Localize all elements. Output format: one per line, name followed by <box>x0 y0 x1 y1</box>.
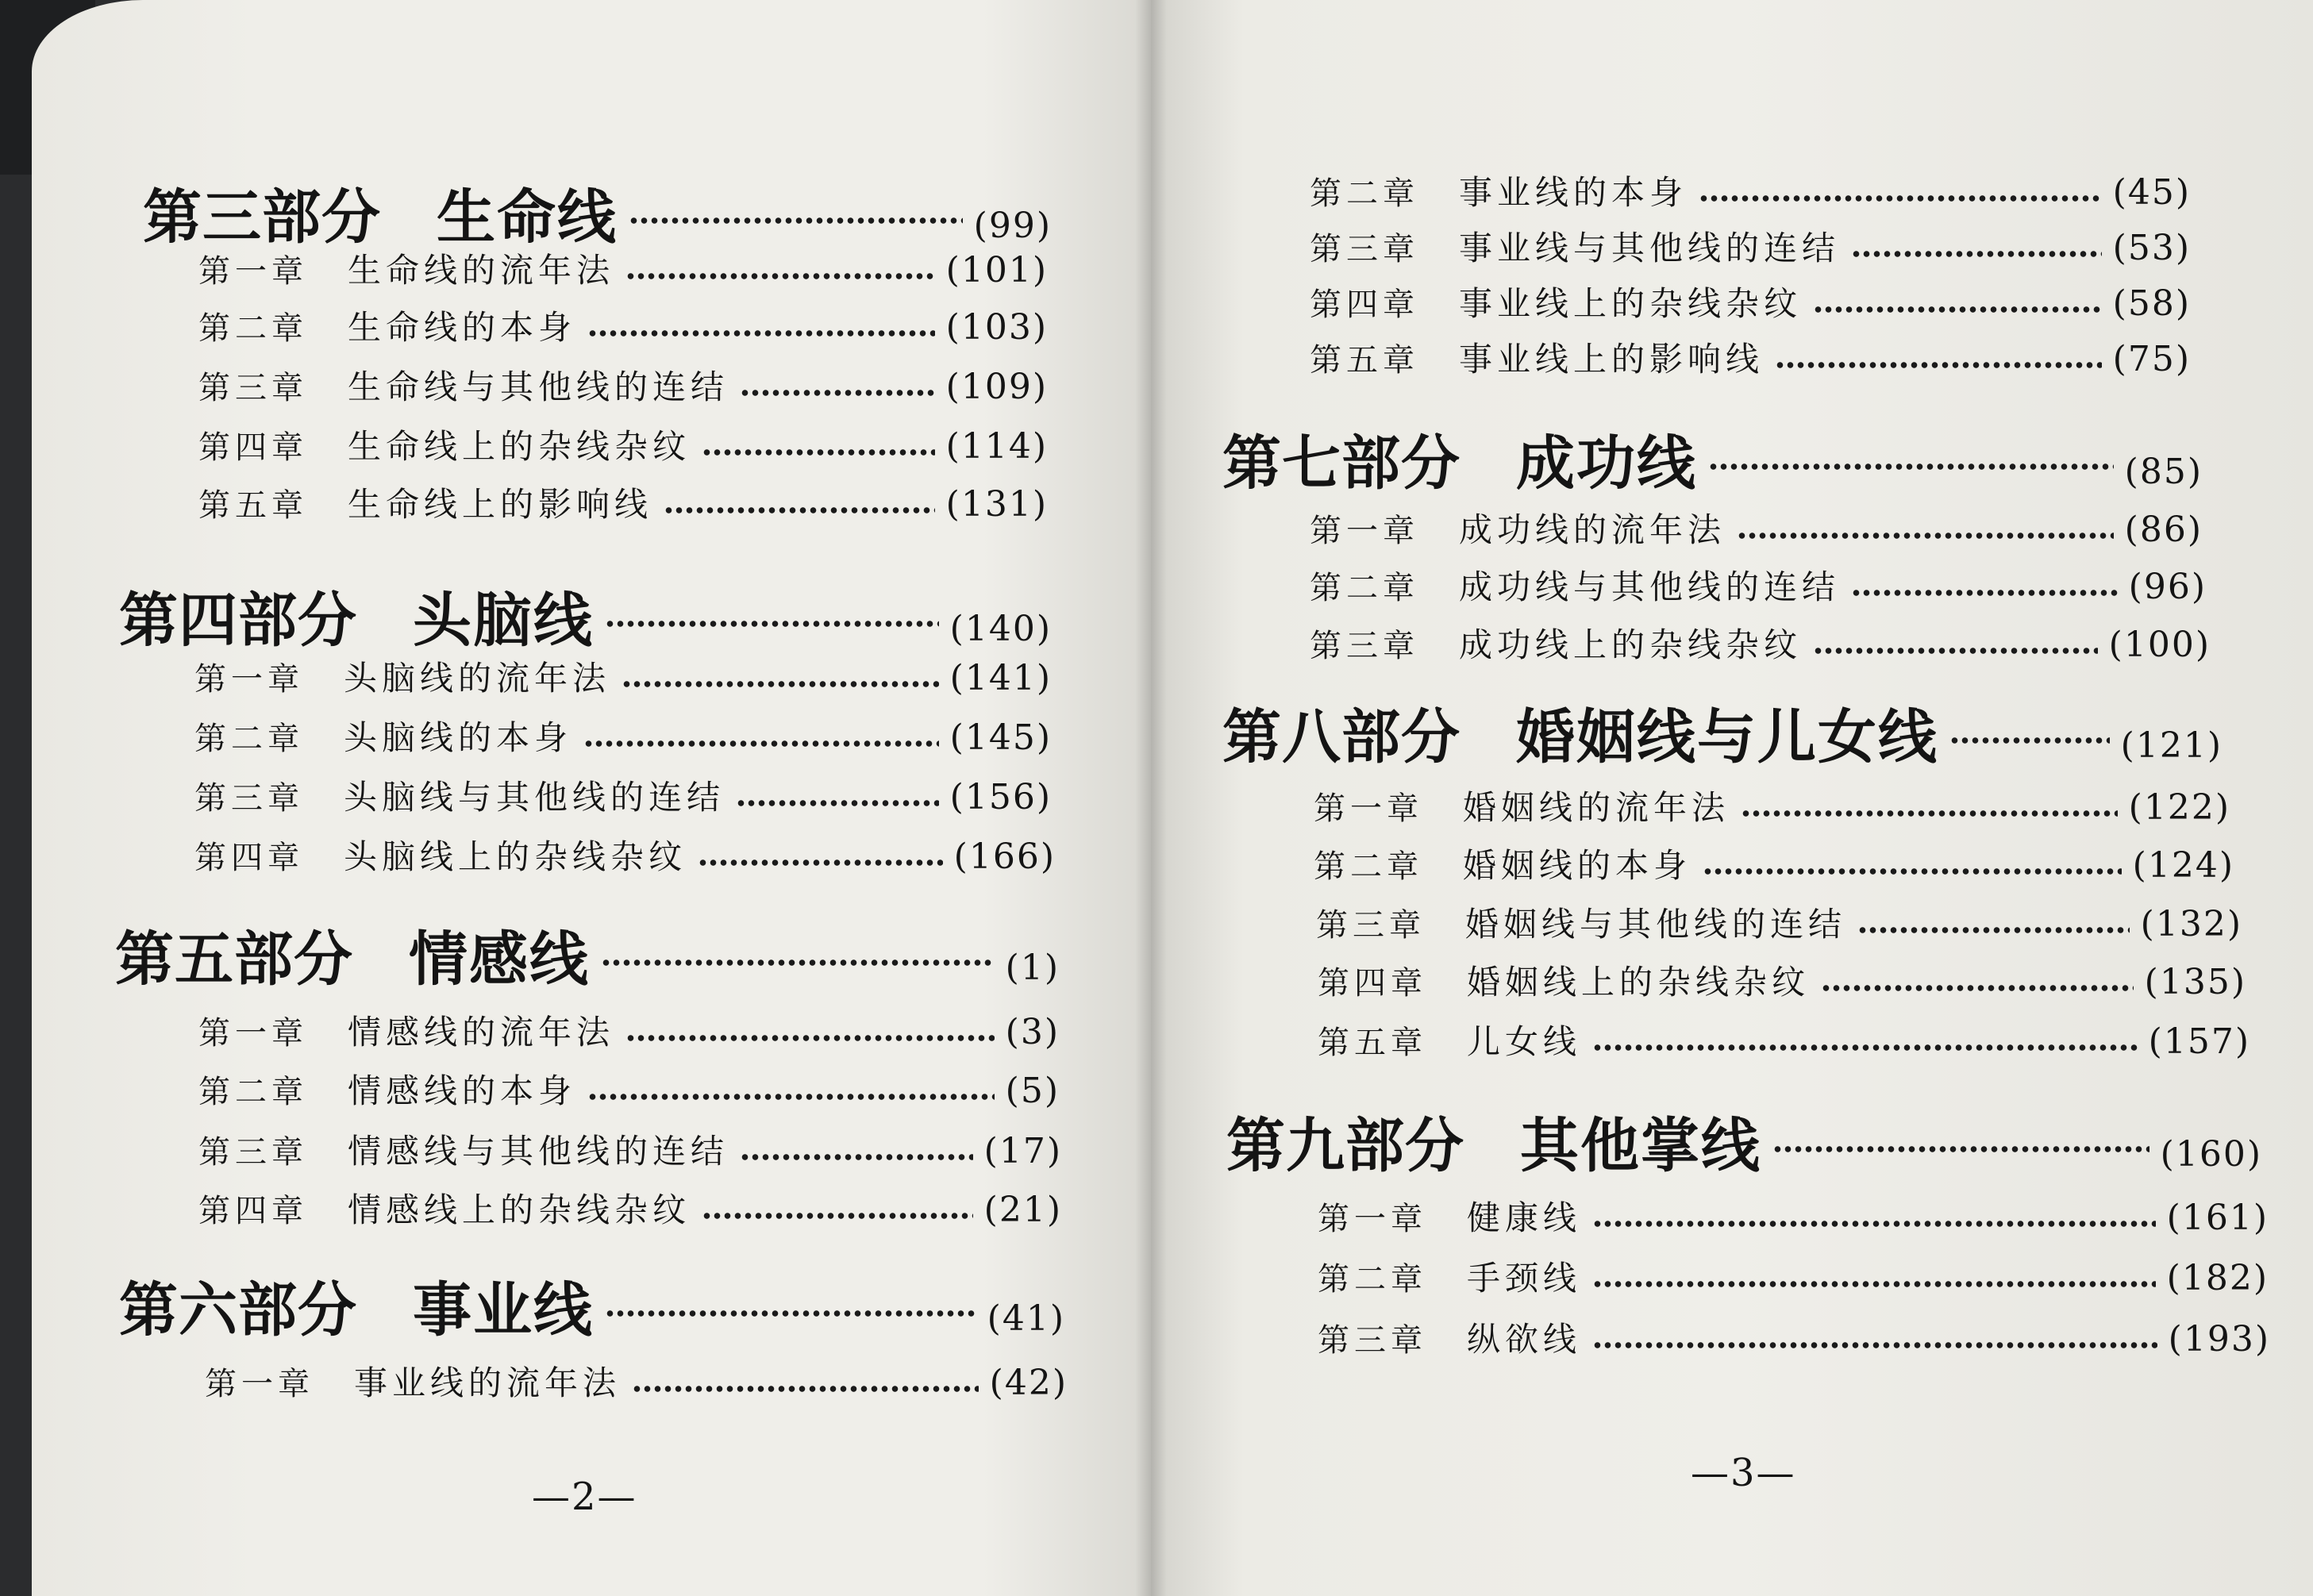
chapter-title: 头脑线与其他线的连结 <box>344 778 725 817</box>
part-label: 第九部分 <box>1226 1112 1464 1180</box>
dot-leader <box>702 1213 973 1219</box>
chapter-title: 情感线与其他线的连结 <box>348 1132 729 1171</box>
chapter-label: 第二章 <box>1310 175 1419 212</box>
chapter-label: 第一章 <box>198 1015 308 1052</box>
dot-leader <box>625 1035 995 1041</box>
toc-chapter-entry[interactable] <box>194 712 1052 760</box>
chapter-label: 第三章 <box>1310 231 1419 267</box>
page-number: (1) <box>1005 948 1060 988</box>
dot-leader <box>605 1310 976 1317</box>
part-title: 事业线 <box>413 1276 594 1344</box>
toc-chapter-entry[interactable] <box>198 244 1048 292</box>
toc-chapter-entry[interactable] <box>198 1125 1062 1173</box>
dot-leader <box>736 800 939 806</box>
toc-chapter-entry[interactable] <box>198 1065 1060 1113</box>
page-number: (166) <box>953 836 1056 877</box>
toc-chapter-entry[interactable] <box>1310 167 2191 214</box>
toc-chapter-entry[interactable] <box>198 1006 1060 1054</box>
page-number: (3) <box>1005 1012 1060 1052</box>
chapter-label: 第一章 <box>1310 513 1419 549</box>
dot-leader <box>601 960 995 966</box>
chapter-label: 第一章 <box>1314 790 1423 827</box>
chapter-title: 生命线上的杂线杂纹 <box>348 427 691 466</box>
dot-leader <box>1592 1281 2156 1287</box>
dot-leader <box>1851 590 2118 596</box>
dot-leader <box>1813 306 2102 313</box>
toc-chapter-entry[interactable] <box>205 1357 1068 1405</box>
toc-part-entry[interactable] <box>1222 417 2203 501</box>
page-number: (53) <box>2112 228 2191 268</box>
chapter-label: 第五章 <box>1310 342 1419 379</box>
chapter-label: 第四章 <box>1318 965 1427 1002</box>
toc-chapter-entry[interactable] <box>1310 278 2191 325</box>
chapter-label: 第一章 <box>205 1366 314 1402</box>
page-number: (58) <box>2112 283 2191 324</box>
chapter-label: 第五章 <box>1318 1025 1427 1061</box>
chapter-label: 第五章 <box>198 487 308 524</box>
dot-leader <box>1592 1044 2138 1051</box>
dot-leader <box>587 330 935 337</box>
page-number: (122) <box>2128 787 2230 828</box>
page-number: (160) <box>2160 1134 2262 1175</box>
page-number: (182) <box>2166 1258 2269 1298</box>
toc-chapter-entry[interactable] <box>198 421 1048 468</box>
page-number: (109) <box>945 367 1048 407</box>
page-number: (114) <box>945 426 1048 467</box>
part-title: 成功线 <box>1516 429 1697 498</box>
dot-leader <box>605 621 939 627</box>
dot-leader <box>698 860 943 866</box>
dot-leader <box>1949 737 2110 744</box>
toc-chapter-entry[interactable] <box>194 652 1052 700</box>
page-number: (140) <box>949 609 1052 649</box>
page-number-left: —2— <box>532 1475 637 1519</box>
dot-leader <box>1851 251 2102 257</box>
dot-leader <box>1708 463 2114 470</box>
part-title: 生命线 <box>437 183 618 252</box>
toc-chapter-entry[interactable] <box>194 771 1052 819</box>
chapter-label: 第二章 <box>194 721 304 757</box>
part-label: 第六部分 <box>119 1276 357 1344</box>
page-number: (21) <box>983 1190 1062 1230</box>
page-number: (141) <box>949 658 1052 698</box>
chapter-title: 成功线的流年法 <box>1459 510 1726 549</box>
toc-chapter-entry[interactable] <box>1310 222 2191 270</box>
toc-chapter-entry[interactable] <box>194 831 1056 879</box>
chapter-title: 头脑线上的杂线杂纹 <box>344 837 687 876</box>
chapter-label: 第四章 <box>198 1193 308 1229</box>
page-number: (124) <box>2132 845 2234 886</box>
chapter-label: 第一章 <box>1318 1201 1427 1237</box>
page-number: (121) <box>2120 725 2223 766</box>
chapter-title: 头脑线的本身 <box>344 718 573 757</box>
dot-leader <box>1703 868 2122 875</box>
toc-chapter-entry[interactable] <box>198 1184 1062 1232</box>
chapter-label: 第四章 <box>198 429 308 466</box>
chapter-title: 婚姻线上的杂线杂纹 <box>1467 963 1811 1002</box>
toc-chapter-entry[interactable] <box>1318 1016 2250 1063</box>
chapter-label: 第四章 <box>194 840 304 876</box>
page-number: (86) <box>2124 510 2203 550</box>
chapter-title: 事业线上的影响线 <box>1459 340 1765 379</box>
toc-part-entry[interactable] <box>119 574 1052 658</box>
chapter-title: 手颈线 <box>1467 1259 1582 1298</box>
dot-leader <box>583 740 939 747</box>
chapter-title: 情感线的本身 <box>348 1071 577 1110</box>
toc-part-entry[interactable] <box>1222 690 2223 775</box>
dot-leader <box>664 507 935 513</box>
page-number: (145) <box>949 717 1052 758</box>
chapter-title: 婚姻线的流年法 <box>1463 788 1730 827</box>
chapter-label: 第三章 <box>1316 907 1426 944</box>
page-number: (5) <box>1005 1071 1060 1111</box>
toc-chapter-entry[interactable] <box>1310 561 2207 609</box>
chapter-label: 第二章 <box>198 310 308 347</box>
chapter-label: 第三章 <box>194 780 304 817</box>
page-number: (100) <box>2108 625 2211 665</box>
page-number: (193) <box>2168 1319 2270 1359</box>
page-number: (41) <box>987 1298 1065 1339</box>
chapter-title: 生命线的本身 <box>348 308 577 347</box>
part-label: 第八部分 <box>1222 703 1461 771</box>
chapter-title: 成功线与其他线的连结 <box>1459 567 1841 606</box>
page-number: (45) <box>2112 172 2191 213</box>
chapter-title: 儿女线 <box>1467 1022 1582 1061</box>
chapter-title: 成功线上的杂线杂纹 <box>1459 625 1803 664</box>
dot-leader <box>629 217 963 224</box>
page-number: (101) <box>945 250 1048 290</box>
chapter-label: 第三章 <box>1318 1322 1427 1359</box>
dot-leader <box>1772 1146 2149 1152</box>
toc-chapter-entry[interactable] <box>1310 504 2203 552</box>
chapter-title: 事业线的本身 <box>1459 173 1688 212</box>
toc-part-entry[interactable] <box>1226 1099 2262 1183</box>
page-number: (103) <box>945 307 1048 348</box>
page-number: (131) <box>945 484 1048 525</box>
page-number: (96) <box>2128 567 2207 607</box>
chapter-title: 头脑线的流年法 <box>344 659 611 698</box>
part-title: 其他掌线 <box>1520 1112 1761 1180</box>
dot-leader <box>1821 985 2134 991</box>
dot-leader <box>740 390 935 396</box>
chapter-label: 第四章 <box>1310 287 1419 323</box>
dot-leader <box>1699 195 2102 202</box>
toc-chapter-entry[interactable] <box>1314 840 2234 887</box>
dot-leader <box>1737 533 2114 539</box>
dot-leader <box>1741 810 2118 817</box>
toc-part-entry[interactable] <box>143 171 1052 255</box>
toc-chapter-entry[interactable] <box>198 361 1048 409</box>
page-number: (17) <box>983 1131 1062 1171</box>
chapter-title: 事业线上的杂线杂纹 <box>1459 284 1803 323</box>
page-number: (85) <box>2124 452 2203 492</box>
page-number-right: —3— <box>1691 1451 1796 1495</box>
dot-leader <box>625 273 935 279</box>
chapter-label: 第三章 <box>1310 628 1419 664</box>
dot-leader <box>1775 362 2102 368</box>
page-number: (157) <box>2148 1021 2250 1062</box>
page-number: (75) <box>2112 339 2191 379</box>
page-number: (135) <box>2144 962 2246 1002</box>
toc-part-entry[interactable] <box>115 913 1060 997</box>
chapter-title: 事业线与其他线的连结 <box>1459 229 1841 267</box>
chapter-title: 婚姻线与其他线的连结 <box>1465 905 1847 944</box>
toc-chapter-entry[interactable] <box>1318 1313 2270 1361</box>
chapter-label: 第二章 <box>198 1074 308 1110</box>
part-title: 头脑线 <box>413 586 594 655</box>
chapter-title: 纵欲线 <box>1467 1320 1582 1359</box>
chapter-title: 生命线的流年法 <box>348 251 615 290</box>
dot-leader <box>1592 1221 2156 1227</box>
chapter-label: 第二章 <box>1310 570 1419 606</box>
chapter-label: 第一章 <box>198 253 308 290</box>
page-number: (132) <box>2140 904 2242 944</box>
chapter-title: 生命线上的影响线 <box>348 485 653 524</box>
toc-chapter-entry[interactable] <box>198 479 1048 526</box>
page-number: (99) <box>973 206 1052 246</box>
dot-leader <box>622 681 939 687</box>
toc-chapter-entry[interactable] <box>1314 782 2230 829</box>
chapter-label: 第三章 <box>198 370 308 406</box>
chapter-title: 情感线上的杂线杂纹 <box>348 1190 691 1229</box>
part-label: 第三部分 <box>143 183 381 252</box>
dot-leader <box>587 1094 995 1100</box>
chapter-title: 健康线 <box>1467 1198 1582 1237</box>
page-number: (161) <box>2166 1198 2269 1238</box>
toc-chapter-entry[interactable] <box>1318 956 2246 1004</box>
dot-leader <box>702 449 935 456</box>
toc-chapter-entry[interactable] <box>1310 619 2211 667</box>
chapter-title: 生命线与其他线的连结 <box>348 367 729 406</box>
toc-chapter-entry[interactable] <box>1318 1192 2269 1240</box>
part-title: 婚姻线与儿女线 <box>1516 703 1938 771</box>
chapter-title: 事业线的流年法 <box>354 1363 622 1402</box>
toc-chapter-entry[interactable] <box>198 302 1048 349</box>
toc-chapter-entry[interactable] <box>1318 1252 2269 1300</box>
toc-chapter-entry[interactable] <box>1316 898 2242 946</box>
dot-leader <box>1592 1342 2157 1348</box>
part-title: 情感线 <box>409 925 590 994</box>
page-number: (42) <box>989 1363 1068 1403</box>
dot-leader <box>740 1154 973 1160</box>
chapter-title: 婚姻线的本身 <box>1463 846 1692 885</box>
toc-chapter-entry[interactable] <box>1310 333 2191 381</box>
chapter-label: 第一章 <box>194 661 304 698</box>
book-gutter <box>1135 0 1167 1596</box>
part-label: 第七部分 <box>1222 429 1461 498</box>
toc-part-entry[interactable] <box>119 1263 1065 1348</box>
chapter-title: 情感线的流年法 <box>348 1013 615 1052</box>
part-label: 第四部分 <box>119 586 357 655</box>
dot-leader <box>1857 927 2130 933</box>
dot-leader <box>632 1386 979 1392</box>
dot-leader <box>1813 648 2098 654</box>
chapter-label: 第二章 <box>1314 848 1423 885</box>
chapter-label: 第三章 <box>198 1134 308 1171</box>
part-label: 第五部分 <box>115 925 353 994</box>
chapter-label: 第二章 <box>1318 1261 1427 1298</box>
page-number: (156) <box>949 777 1052 817</box>
